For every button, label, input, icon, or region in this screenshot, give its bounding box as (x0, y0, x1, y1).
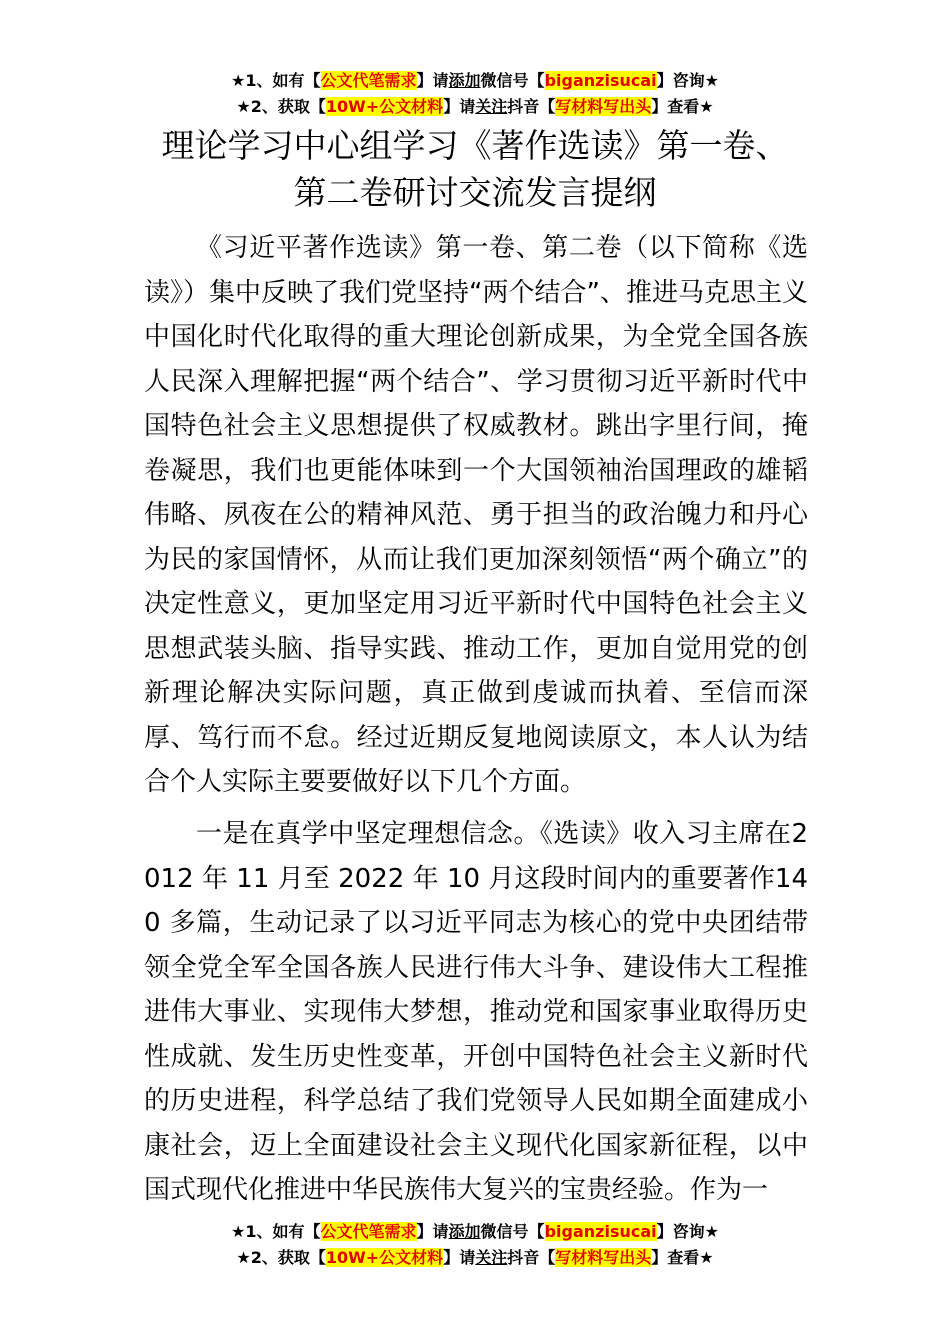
banner-text: 抖音【 (507, 97, 556, 116)
header-banner (0, 68, 950, 120)
highlight-demand: 公文代笔需求 (320, 71, 417, 90)
banner-line-1 (0, 68, 950, 94)
underline-add: 添加 (448, 1222, 481, 1241)
underline-add: 添加 (448, 71, 481, 90)
banner-text: ★1、如有【 (231, 71, 321, 90)
banner-line-1 (0, 1219, 950, 1245)
banner-text: 】查看★ (651, 1248, 714, 1267)
title-line-2: 第二卷研讨交流发言提纲 (293, 173, 657, 212)
underline-follow: 关注 (475, 97, 508, 116)
highlight-douyin: 写材料写出头 (555, 97, 652, 116)
highlight-wechat-id: biganzisucai (544, 71, 657, 90)
banner-text: 】查看★ (651, 97, 714, 116)
highlight-wechat-id: biganzisucai (544, 1222, 657, 1241)
banner-text: 】请 (416, 71, 449, 90)
footer-banner (0, 1219, 950, 1271)
banner-text: 】咨询★ (656, 1222, 719, 1241)
banner-text: 】请 (416, 1222, 449, 1241)
banner-text: 抖音【 (507, 1248, 556, 1267)
underline-follow: 关注 (475, 1248, 508, 1267)
banner-text: ★1、如有【 (231, 1222, 321, 1241)
banner-text: 微信号【 (480, 71, 545, 90)
paragraph-point-one: 一是在真学中坚定理想信念。《选读》收入习主席在2012 年 11 月至 2022 年 10 月这段时间内的重要著作140 多篇，生动记录了以习近平同志为核心的党中央团结带领全党全军全国各族人民进行伟大斗争、建设伟大工程推进伟大事业、实现伟大梦想，推动党和国家事业取得历史性成就、发生历史性变革，开创中国特色社会主义新时代的历史进程，科学总结了我们党领导人民如期全面建成小康社会，迈上全面建设社会主义现代化国家新征程，以中国式现代化推进中华民族伟大复兴的宝贵经验。作为一 (144, 819, 808, 1205)
banner-line-2 (0, 1245, 950, 1271)
highlight-demand: 公文代笔需求 (320, 1222, 417, 1241)
banner-text: 】咨询★ (656, 71, 719, 90)
banner-text: ★2、获取【 (236, 97, 326, 116)
banner-text: 】请 (443, 1248, 476, 1267)
highlight-materials: 10W+公文材料 (325, 1248, 444, 1267)
title-line-1: 理论学习中心组学习《著作选读》第一卷、 (161, 126, 789, 165)
paragraph-intro: 《习近平著作选读》第一卷、第二卷（以下简称《选读》）集中反映了我们党坚持“两个结合”、推进马克思主义中国化时代化取得的重大理论创新成果，为全党全国各族人民深入理解把握“两个结合”、学习贯彻习近平新时代中国特色社会主义思想提供了权威教材。跳出字里行间，掩卷凝思，我们也更能体味到一个大国领袖治国理政的雄韬伟略、夙夜在公的精神风范、勇于担当的政治魄力和丹心为民的家国情怀，从而让我们更加深刻领悟“两个确立”的决定性意义，更加坚定用习近平新时代中国特色社会主义思想武装头脑、指导实践、推动工作，更加自觉用党的创新理论解决实际问题，真正做到虔诚而执着、至信而深厚、笃行而不怠。经过近期反复地阅读原文，本人认为结合个人实际主要要做好以下几个方面。 (144, 233, 808, 797)
document-title (0, 122, 950, 216)
banner-text: 微信号【 (480, 1222, 545, 1241)
banner-text: 】请 (443, 97, 476, 116)
banner-line-2 (0, 94, 950, 120)
banner-text: ★2、获取【 (236, 1248, 326, 1267)
highlight-materials: 10W+公文材料 (325, 97, 444, 116)
highlight-douyin: 写材料写出头 (555, 1248, 652, 1267)
